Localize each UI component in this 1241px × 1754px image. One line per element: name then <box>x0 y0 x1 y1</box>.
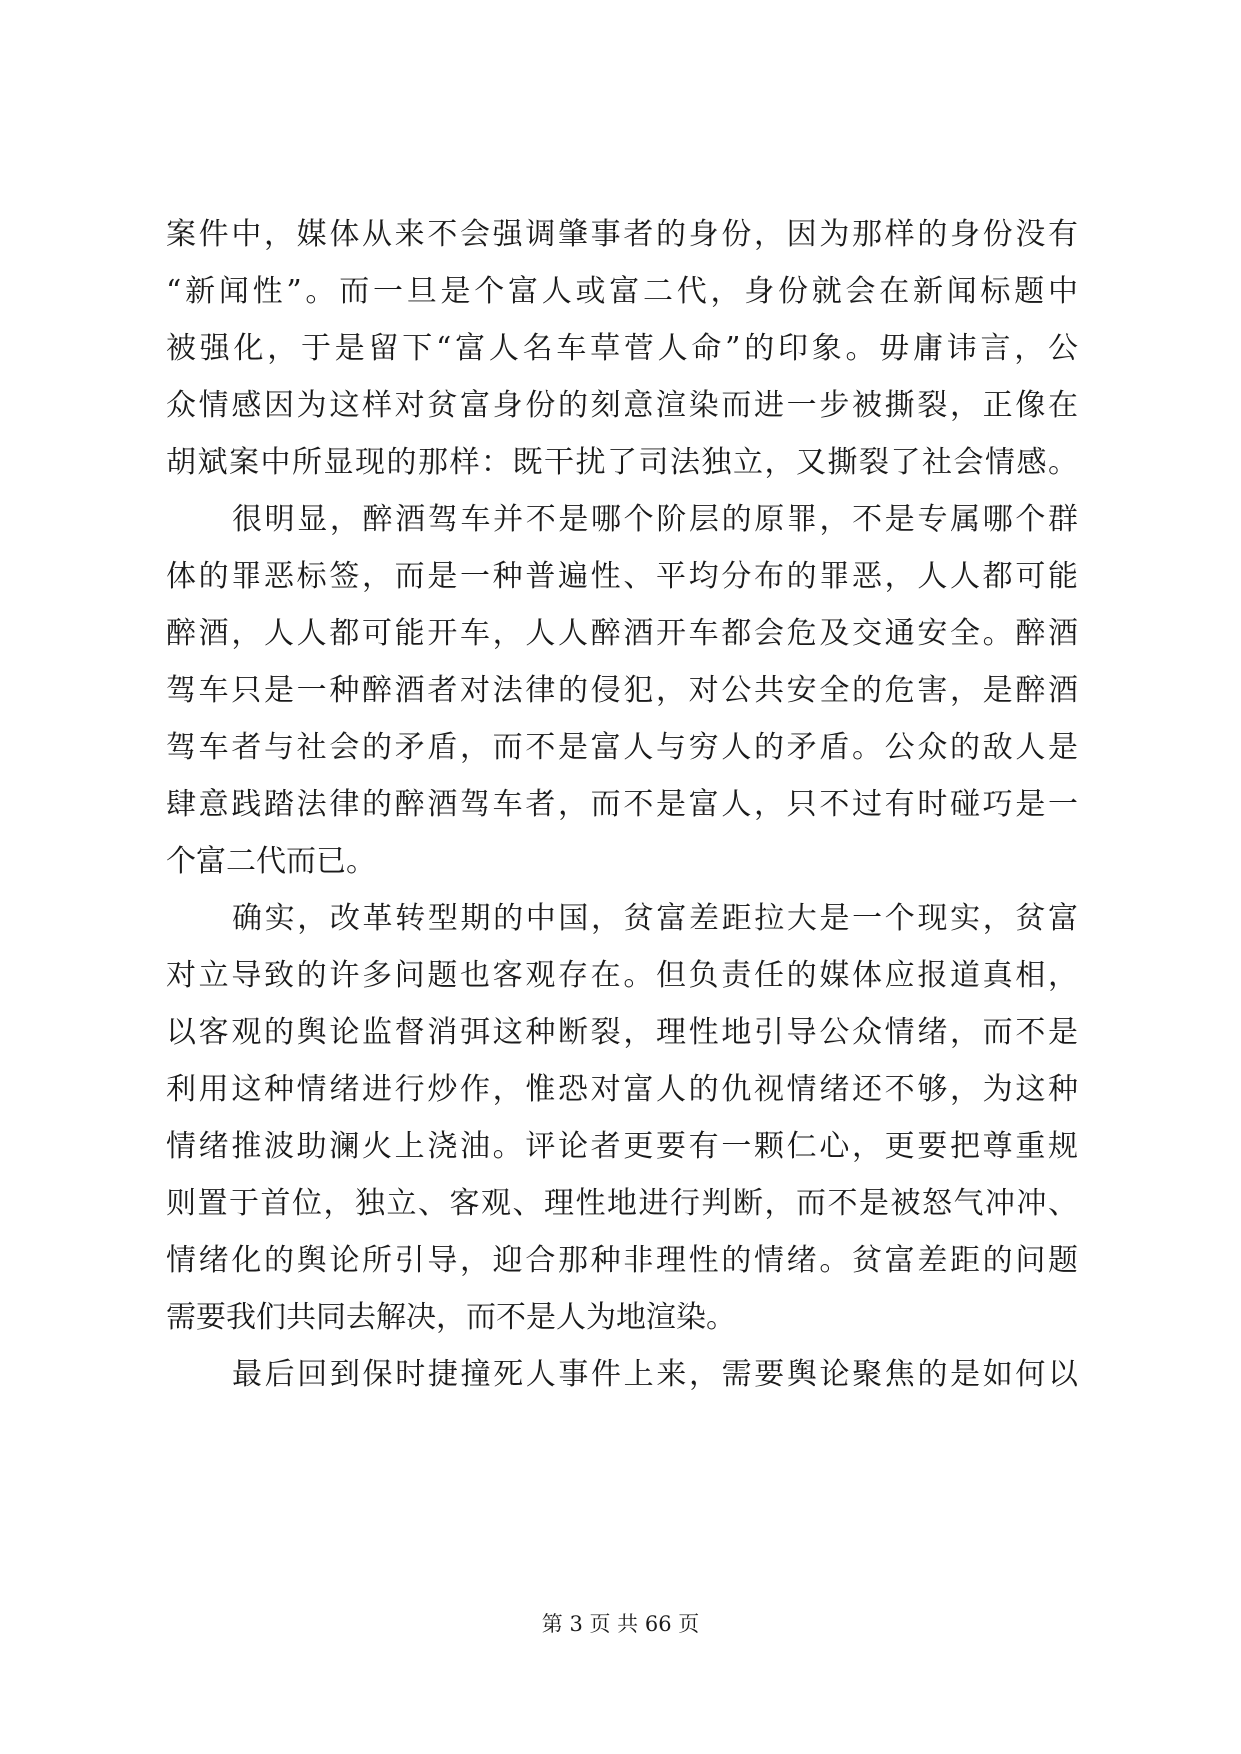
text-line: 个富二代而已。 <box>166 844 376 879</box>
text-line: “新闻性”。而一旦是个富人或富二代，身份就会在新闻标题中 <box>166 274 1078 309</box>
text-line: 众情感因为这样对贫富身份的刻意渲染而进一步被撕裂，正像在 <box>166 388 1078 423</box>
text-line: 驾车者与社会的矛盾，而不是富人与穷人的矛盾。公众的敌人是 <box>166 730 1078 765</box>
text-line: 情绪化的舆论所引导，迎合那种非理性的情绪。贫富差距的问题 <box>166 1243 1078 1278</box>
text-line: 醉酒，人人都可能开车，人人醉酒开车都会危及交通安全。醉酒 <box>166 616 1078 651</box>
text-line: 利用这种情绪进行炒作，惟恐对富人的仇视情绪还不够，为这种 <box>166 1072 1078 1107</box>
paragraph-first-line: 最后回到保时捷撞死人事件上来，需要舆论聚焦的是如何以 <box>232 1357 1078 1392</box>
paragraph-first-line: 很明显，醉酒驾车并不是哪个阶层的原罪，不是专属哪个群 <box>232 502 1078 537</box>
text-line: 需要我们共同去解决，而不是人为地渲染。 <box>166 1300 736 1335</box>
text-line: 对立导致的许多问题也客观存在。但负责任的媒体应报道真相， <box>166 958 1078 993</box>
page-footer: 第 3 页 共 66 页 <box>541 1612 700 1636</box>
paragraph-first-line: 确实，改革转型期的中国，贫富差距拉大是一个现实，贫富 <box>232 901 1078 936</box>
text-line: 体的罪恶标签，而是一种普遍性、平均分布的罪恶，人人都可能 <box>166 559 1078 594</box>
text-line: 则置于首位，独立、客观、理性地进行判断，而不是被怒气冲冲、 <box>166 1186 1078 1221</box>
text-line: 以客观的舆论监督消弭这种断裂，理性地引导公众情绪，而不是 <box>166 1015 1078 1050</box>
text-line: 驾车只是一种醉酒者对法律的侵犯，对公共安全的危害，是醉酒 <box>166 673 1078 708</box>
text-line: 情绪推波助澜火上浇油。评论者更要有一颗仁心，更要把尊重规 <box>166 1129 1078 1164</box>
text-line: 肆意践踏法律的醉酒驾车者，而不是富人，只不过有时碰巧是一 <box>166 787 1078 822</box>
text-line: 胡斌案中所显现的那样：既干扰了司法独立，又撕裂了社会情感。 <box>166 445 1078 480</box>
text-line: 案件中，媒体从来不会强调肇事者的身份，因为那样的身份没有 <box>166 217 1078 252</box>
text-line: 被强化，于是留下“富人名车草菅人命”的印象。毋庸讳言，公 <box>166 331 1078 366</box>
